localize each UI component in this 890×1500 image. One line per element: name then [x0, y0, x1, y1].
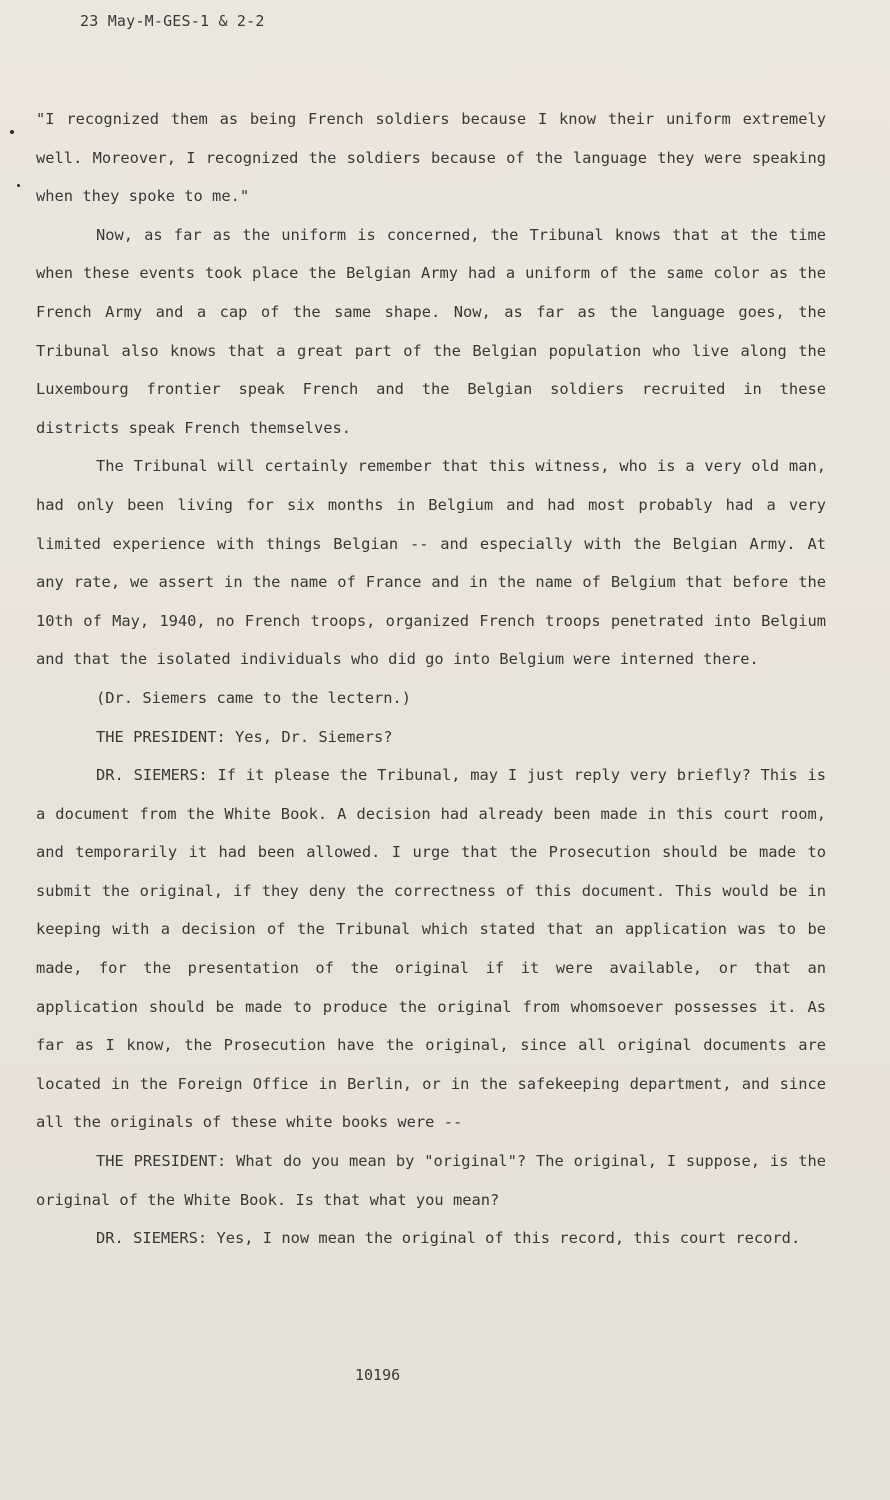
- paragraph: THE PRESIDENT: Yes, Dr. Siemers?: [96, 727, 393, 746]
- paragraph: The Tribunal will certainly remember that this witness, who is a very old man, had only been living for six months in Belgium and had most probably had a very limited experience with things Belgian -- and especially with the Belgian Army. At any rate, we assert in the name of France and in the name of Belgium that before the 10th of May, 1940, no French troops, organized French troops penetrated into Belgium and that the isolated individuals who did go into Belgium were interned there.: [36, 457, 826, 669]
- paragraph: DR. SIEMERS: If it please the Tribunal, may I just reply very briefly? This is a document from the White Book. A decision had already been made in this court room, and temporarily it had been allowed. I urge that the Prosecution should be made to submit the original, if they deny the correctness of this document. This would be in keeping with a decision of the Tribunal which stated that an application was to be made, for the presentation of the original if it were available, or that an application should be made to produce the original from whomsoever possesses it. As far as I know, the Prosecution have the original, since all original documents are located in the Foreign Office in Berlin, or in the safekeeping department, and since all the originals of these white books were --: [36, 766, 826, 1132]
- document-reference: 23 May-M-GES-1 & 2-2: [80, 12, 265, 30]
- paragraph: DR. SIEMERS: Yes, I now mean the original of this record, this court record.: [96, 1229, 801, 1248]
- paragraph: (Dr. Siemers came to the lectern.): [96, 688, 412, 707]
- page-number: 10196: [355, 1366, 401, 1384]
- ink-speck: [17, 184, 20, 187]
- paragraph: THE PRESIDENT: What do you mean by "original"? The original, I suppose, is the original of the White Book. Is that what you mean?: [36, 1152, 826, 1209]
- paragraph: Now, as far as the uniform is concerned, the Tribunal knows that at the time when these events took place the Belgian Army had a uniform of the same color as the French Army and a cap of the same shape. Now, as far as the language goes, the Tribunal also knows that a great part of the Belgian population who live along the Luxembourg frontier speak French and the Belgian soldiers recruited in these districts speak French themselves.: [36, 225, 826, 437]
- paragraph: "I recognized them as being French soldiers because I know their uniform extremely well. Moreover, I recognized the soldiers because of the language they were speaking when they spoke to me.": [36, 110, 826, 206]
- ink-speck: [10, 130, 14, 134]
- transcript-body: [36, 100, 826, 1258]
